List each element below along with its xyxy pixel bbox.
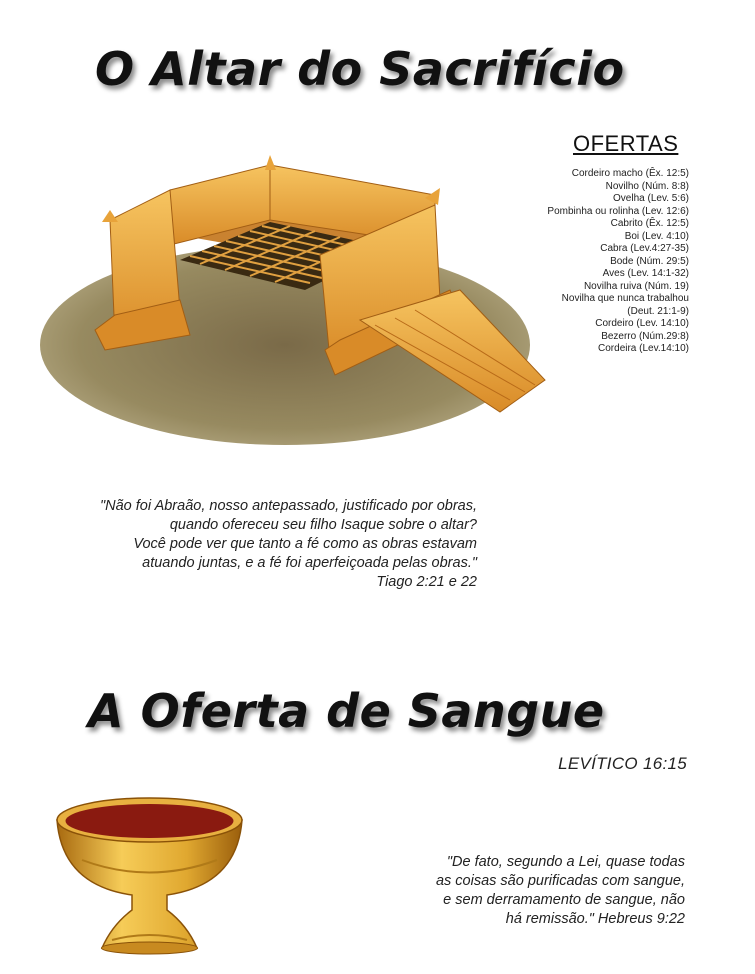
james-quote — [100, 497, 477, 592]
offer-item: Aves (Lev. 14:1-32) — [602, 268, 689, 279]
offer-item: (Deut. 21:1-9) — [627, 305, 689, 317]
cup-illustration — [52, 790, 247, 960]
offer-item: Cordeiro macho (Êx. 12:5) — [571, 168, 689, 179]
leviticus-reference: LEVÍTICO 16:15 — [558, 754, 687, 773]
offer-item: Cabra (Lev.4:27-35) — [600, 243, 689, 254]
offer-item: Novilho (Núm. 8:8) — [605, 180, 689, 192]
altar-illustration — [40, 150, 560, 450]
offer-item: Cordeiro (Lev. 14:10) — [595, 318, 689, 329]
quote-line: Você pode ver que tanto a fé como as obras estavam — [133, 536, 477, 552]
offers-heading: OFERTAS — [573, 131, 679, 156]
offer-item: Bode (Núm. 29:5) — [610, 255, 689, 267]
offer-item: Novilha ruiva (Núm. 19) — [583, 280, 689, 292]
hebrews-quote — [436, 853, 685, 929]
offers-list — [547, 168, 689, 356]
offer-item: Ovelha (Lev. 5:6) — [613, 193, 689, 204]
quote-line: as coisas são purificadas com sangue, — [435, 873, 685, 889]
offer-item: Novilha que nunca trabalhou — [561, 293, 689, 304]
quote-line: há remissão." Hebreus 9:22 — [505, 911, 685, 927]
offer-item: Boi (Lev. 4:10) — [624, 230, 689, 242]
quote-line: e sem derramamento de sangue, não — [443, 892, 685, 908]
quote-line: "De fato, segundo a Lei, quase todas — [446, 854, 685, 870]
offer-item: Pombinha ou rolinha (Lev. 12:6) — [547, 205, 689, 217]
offer-item: Cabrito (Êx. 12:5) — [610, 218, 689, 229]
quote-line: quando ofereceu seu filho Isaque sobre o altar? — [169, 517, 477, 533]
quote-reference: Tiago 2:21 e 22 — [376, 574, 477, 590]
offer-item: Bezerro (Núm.29:8) — [601, 330, 689, 342]
offer-item: Cordeira (Lev.14:10) — [598, 343, 689, 354]
page-title-blood-offering: A Oferta de Sangue — [88, 684, 605, 738]
quote-line: "Não foi Abraão, nosso antepassado, justificado por obras, — [99, 498, 477, 514]
page-title-altar: O Altar do Sacrifício — [95, 42, 625, 96]
quote-line: atuando juntas, e a fé foi aperfeiçoada pelas obras." — [142, 555, 477, 571]
